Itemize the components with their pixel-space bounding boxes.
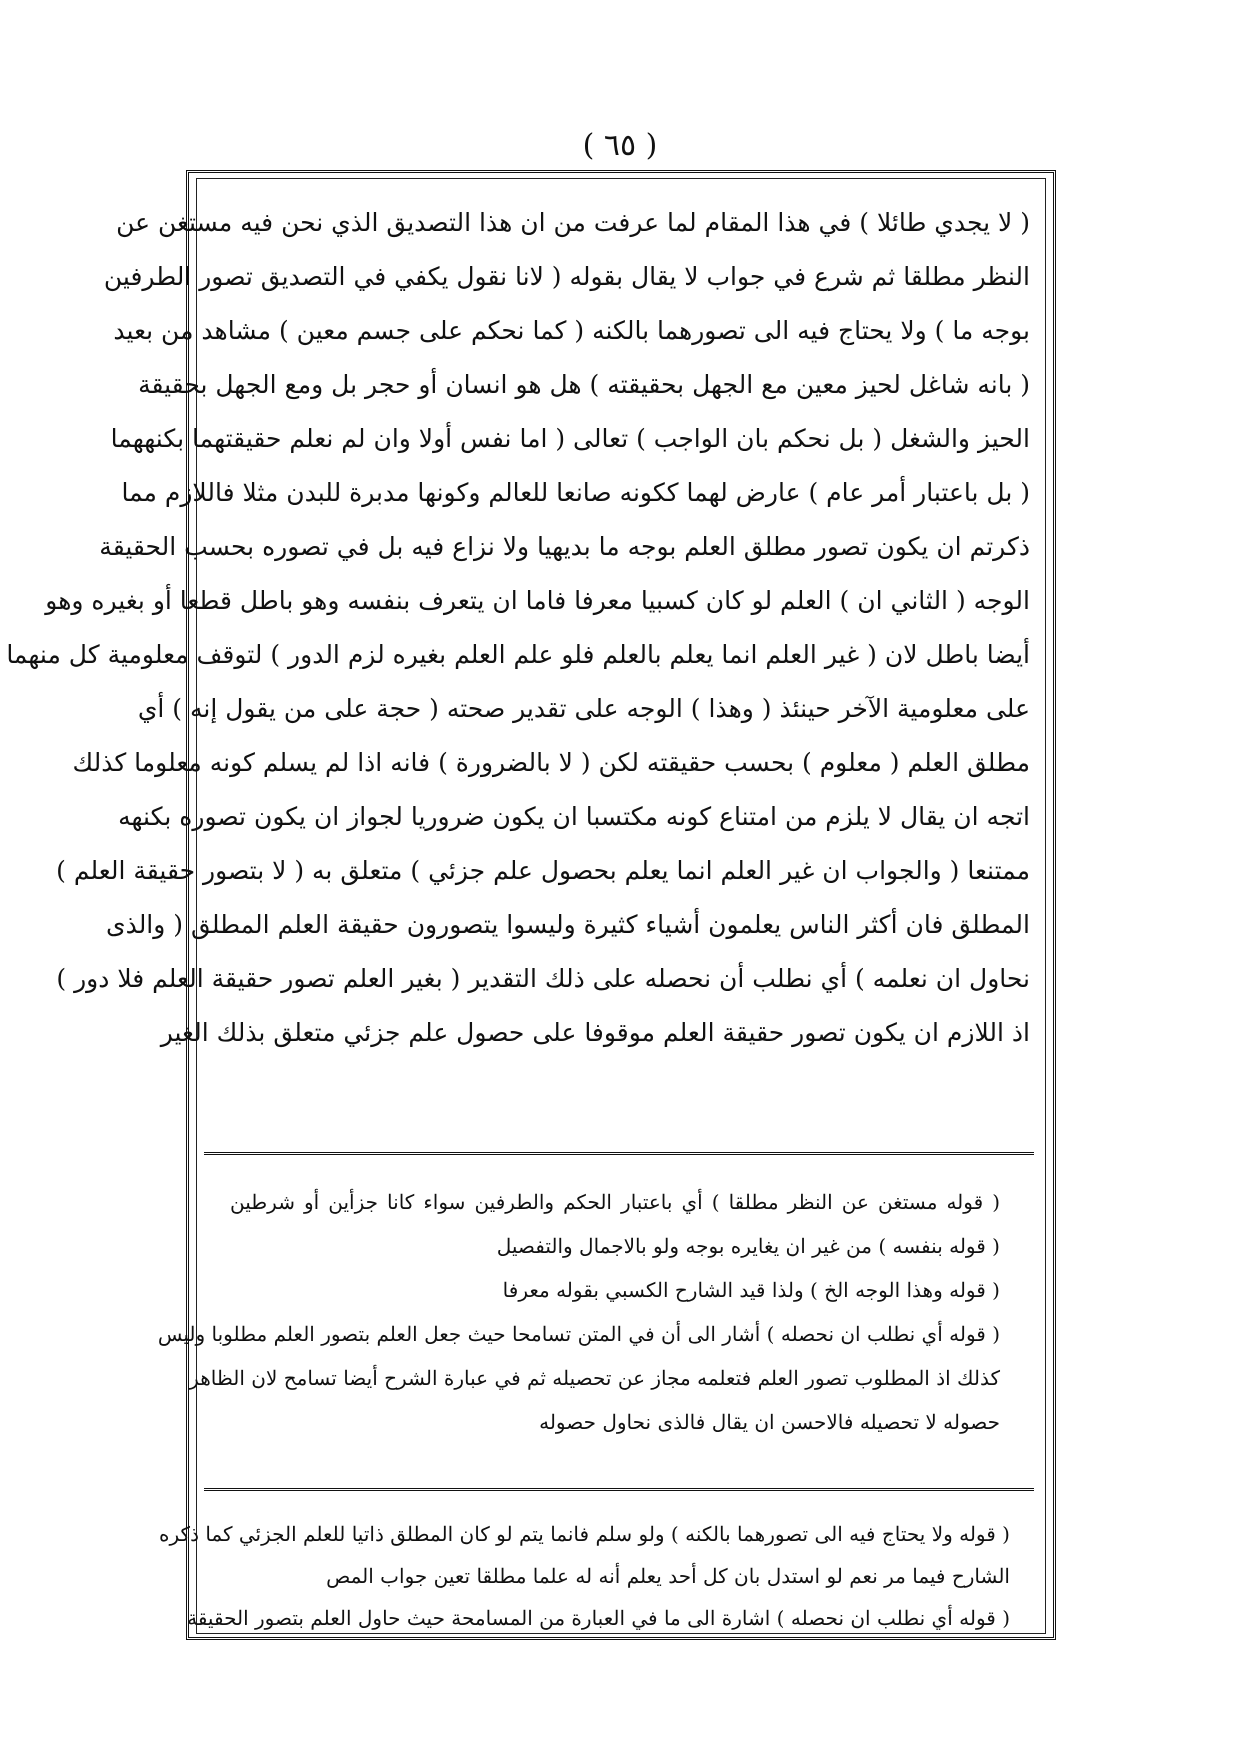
main-line: ذكرتم ان يكون تصور مطلق العلم بوجه ما بديهيا ولا نزاع فيه بل في تصوره بحسب الحقيقة	[99, 532, 1030, 561]
main-line: على معلومية الآخر حينئذ ( وهذا ) الوجه على تقدير صحته ( حجة على من يقول إنه ) أي	[137, 694, 1030, 723]
footnote-line: ( قوله وهذا الوجه الخ ) ولذا قيد الشارح الكسبي بقوله معرفا	[502, 1278, 1000, 1302]
main-line: ممتنعا ( والجواب ان غير العلم انما يعلم بحصول علم جزئي ) متعلق به ( لا بتصور حقيقة العلم )	[56, 856, 1030, 885]
section-divider	[204, 1152, 1034, 1155]
section-divider	[204, 1488, 1034, 1491]
main-line: النظر مطلقا ثم شرع في جواب لا يقال بقوله ( لانا نقول يكفي في التصديق تصور الطرفين	[103, 262, 1030, 291]
main-line: ( لا يجدي طائلا ) في هذا المقام لما عرفت من ان هذا التصديق الذي نحن فيه مستغن عن	[116, 208, 1030, 237]
footnote-line: كذلك اذ المطلوب تصور العلم فتعلمه مجاز عن تحصيله ثم في عبارة الشرح أيضا تسامح لان الظاهر	[189, 1366, 1000, 1390]
main-line: ( بانه شاغل لحيز معين مع الجهل بحقيقته ) هل هو انسان أو حجر بل ومع الجهل بحقيقة	[138, 370, 1030, 399]
gloss-line: الشارح فيما مر نعم لو استدل بان كل أحد يعلم أنه له علما مطلقا تعين جواب المص	[326, 1564, 1010, 1588]
page-number: ( ٦٥ )	[582, 128, 658, 163]
main-line: الحيز والشغل ( بل نحكم بان الواجب ) تعالى ( اما نفس أولا وان لم نعلم حقيقتهما بكنههما	[110, 424, 1030, 453]
main-line: أيضا باطل لان ( غير العلم انما يعلم بالعلم فلو علم العلم بغيره لزم الدور ) لتوقف معلومية كل منهما	[6, 640, 1030, 669]
main-line: بوجه ما ) ولا يحتاج فيه الى تصورهما بالكنه ( كما نحكم على جسم معين ) مشاهد من بعيد	[113, 316, 1030, 345]
footnotes-block	[157, 1180, 1000, 1444]
main-line: مطلق العلم ( معلوم ) بحسب حقيقته لكن ( لا بالضرورة ) فانه اذا لم يسلم كونه معلوما كذلك	[72, 748, 1030, 777]
footnote-line: ( قوله مستغن عن النظر مطلقا ) أي باعتبار الحكم والطرفين سواء كانا جزأين أو شرطين	[230, 1190, 1000, 1214]
main-line: نحاول ان نعلمه ) أي نطلب أن نحصله على ذلك التقدير ( بغير العلم تصور حقيقة العلم فلا دور )	[56, 964, 1030, 993]
main-line: اذ اللازم ان يكون تصور حقيقة العلم موقوفا على حصول علم جزئي متعلق بذلك الغير	[160, 1018, 1030, 1047]
main-text-block	[6, 196, 1030, 1060]
main-line: المطلق فان أكثر الناس يعلمون أشياء كثيرة وليسوا يتصورون حقيقة العلم المطلق ( والذى	[106, 910, 1030, 939]
footnote-line: ( قوله بنفسه ) من غير ان يغايره بوجه ولو بالاجمال والتفصيل	[496, 1234, 1000, 1258]
gloss-line: ( قوله أي نطلب ان نحصله ) اشارة الى ما في العبارة من المسامحة حيث حاول العلم بتصور الحقيقة	[187, 1606, 1010, 1630]
main-line: ( بل باعتبار أمر عام ) عارض لهما ككونه صانعا للعالم وكونها مدبرة للبدن مثلا فاللازم مما	[121, 478, 1030, 507]
gloss-line: ( قوله ولا يحتاج فيه الى تصورهما بالكنه ) ولو سلم فانما يتم لو كان المطلق ذاتيا للعلم الجزئي كما ذكره	[159, 1522, 1010, 1546]
main-line: الوجه ( الثاني ان ) العلم لو كان كسبيا معرفا فاما ان يتعرف بنفسه وهو باطل قطعا أو بغيره وهو	[45, 586, 1030, 615]
footnote-line: ( قوله أي نطلب ان نحصله ) أشار الى أن في المتن تسامحا حيث جعل العلم بتصور العلم مطلوبا وليس	[157, 1322, 1000, 1346]
main-line: اتجه ان يقال لا يلزم من امتناع كونه مكتسبا ان يكون ضروريا لجواز ان يكون تصوره بكنهه	[118, 802, 1030, 831]
gloss-block	[159, 1513, 1010, 1639]
footnote-line: حصوله لا تحصيله فالاحسن ان يقال فالذى نحاول حصوله	[539, 1410, 1000, 1434]
